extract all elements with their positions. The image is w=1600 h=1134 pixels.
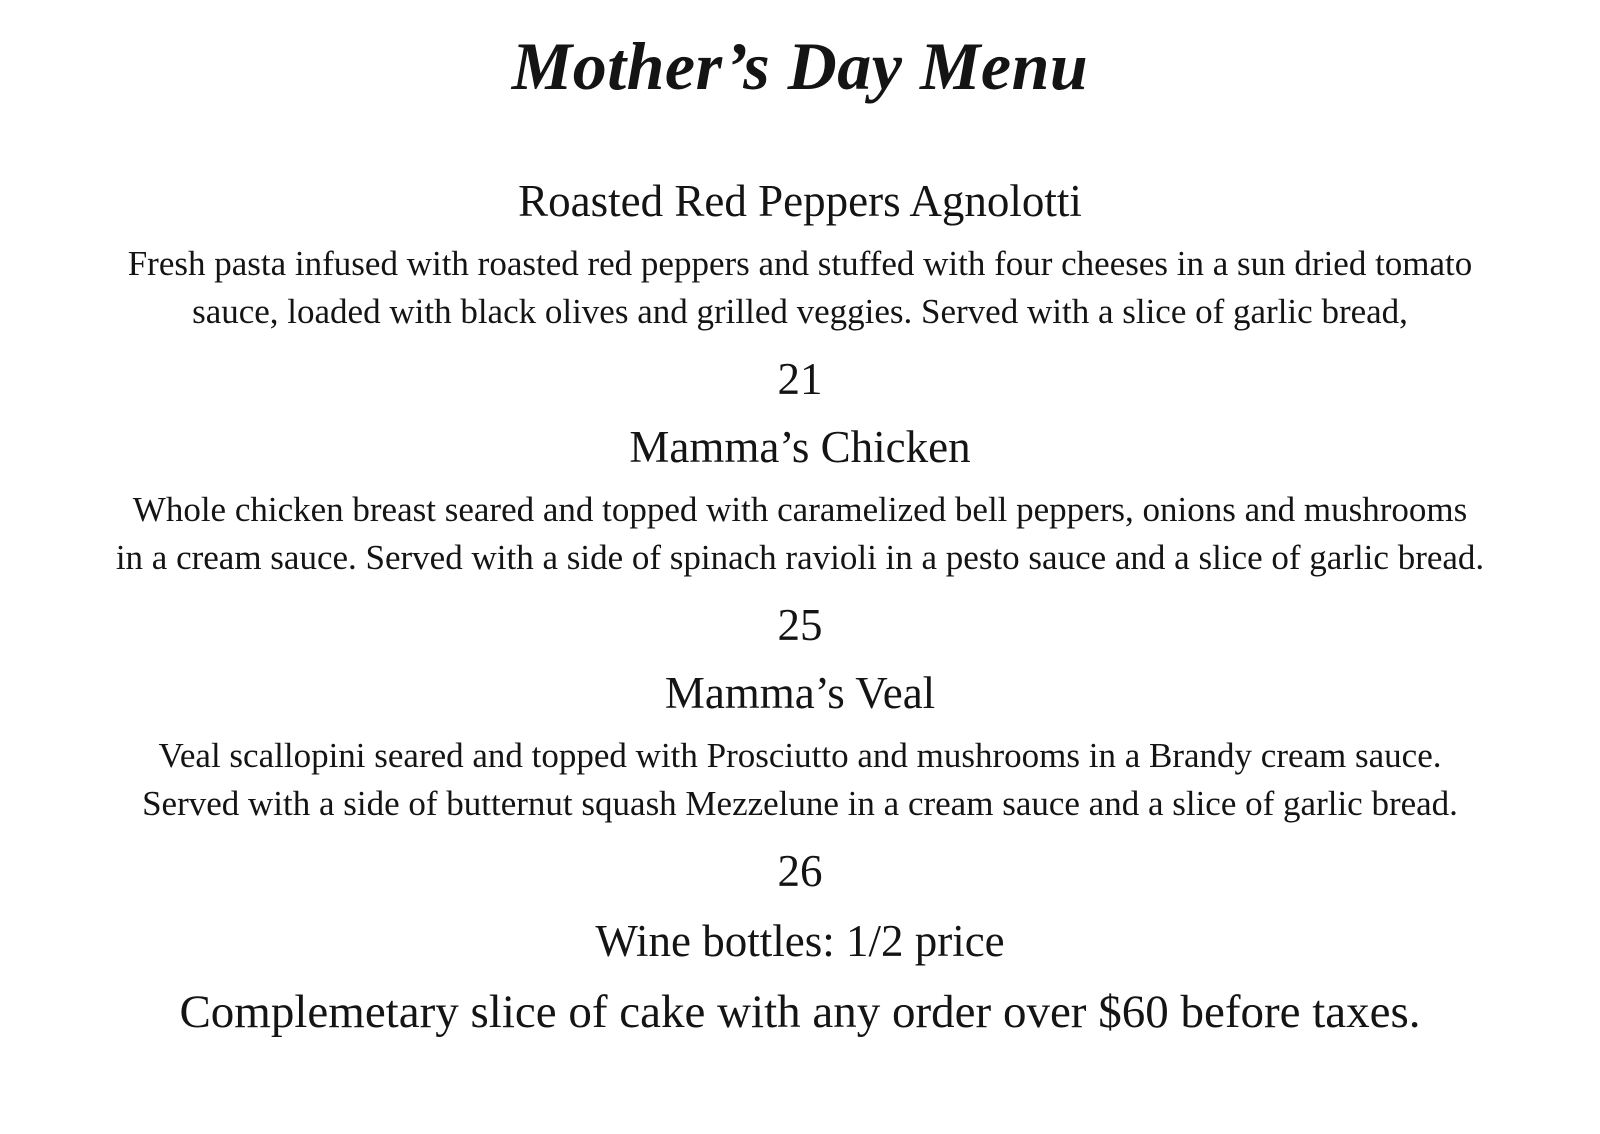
- menu-title: Mother’s Day Menu: [511, 28, 1089, 104]
- dish-name-veal: Mamma’s Veal: [664, 668, 936, 718]
- dish-price-chicken: 25: [777, 600, 823, 650]
- dish-description-chicken: [20, 486, 1580, 582]
- description-line: Served with a side of butternut squash Mezzelune in a cream sauce and a slice of garlic bread.: [142, 784, 1458, 823]
- description-line: Whole chicken breast seared and topped with caramelized bell peppers, onions and mushrooms: [132, 490, 1468, 529]
- description-line: in a cream sauce. Served with a side of spinach ravioli in a pesto sauce and a slice of garlic bread.: [115, 538, 1485, 577]
- description-line: Fresh pasta infused with roasted red peppers and stuffed with four cheeses in a sun dried tomato: [127, 244, 1473, 283]
- dish-name-agnolotti: Roasted Red Peppers Agnolotti: [518, 176, 1082, 226]
- description-line: sauce, loaded with black olives and grilled veggies. Served with a slice of garlic bread,: [192, 292, 1408, 331]
- dish-description-agnolotti: [20, 240, 1580, 336]
- cake-offer: Complemetary slice of cake with any order over $60 before taxes.: [179, 986, 1421, 1038]
- dish-name-chicken: Mamma’s Chicken: [629, 422, 971, 472]
- wine-offer: Wine bottles: 1/2 price: [595, 916, 1005, 966]
- dish-description-veal: [20, 732, 1580, 828]
- dish-price-veal: 26: [777, 846, 823, 896]
- dish-price-agnolotti: 21: [777, 354, 823, 404]
- description-line: Veal scallopini seared and topped with Prosciutto and mushrooms in a Brandy cream sauce.: [158, 736, 1442, 775]
